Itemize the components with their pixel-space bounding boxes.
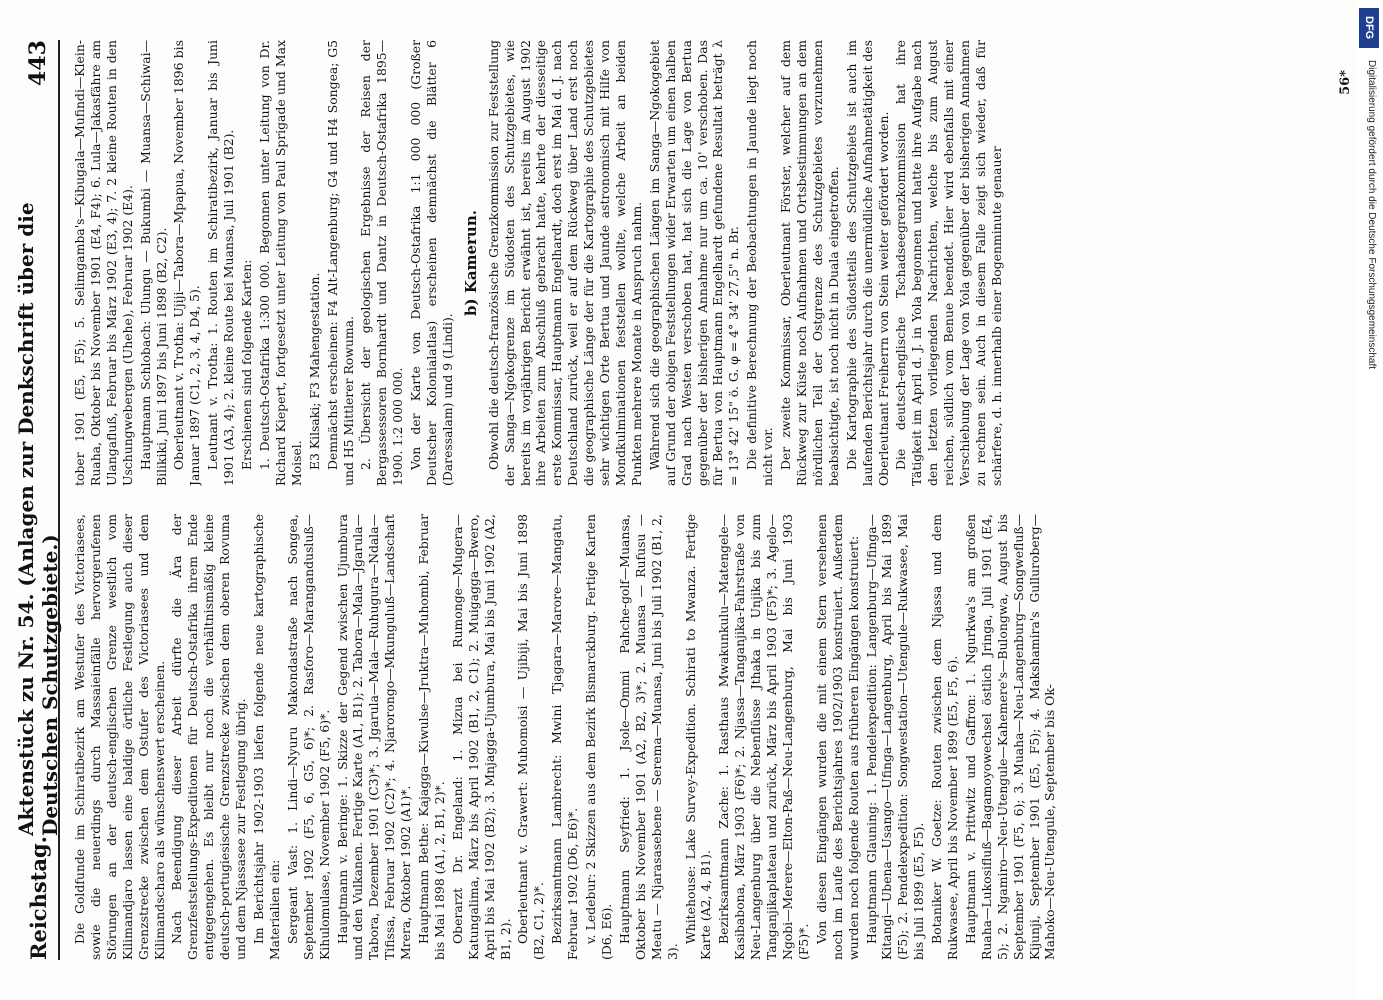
paragraph: Die Goldfunde im Schiratibezirk am Westufer des Victoriasees, sowie die neuerdings durch Massaieinfälle hervorgerufenen Störungen an der deutsch-englischen Grenze westlich vom Kilimandjaro lassen eine baldige örtliche Festlegung auch dieser Grenzstrecke zwischen dem Ostufer des Victoriasees und dem Kilimandscharo als wünschenswert erscheinen. xyxy=(72,514,167,960)
paragraph: Die Kartographie des Südostteils des Schutzgebiets ist auch im laufenden Berichtsjahr durch die unermüdliche Aufnahmetätigkeit des Oberleutnant Freiherrn von Stein weiter gefördert worden. xyxy=(843,40,891,486)
paragraph: Hauptmann v. Prittwitz und Gaffron: 1. Ngurkwa's am großen Ruaha—Lukosifluß—Bagamoyowechsel östlich Jringa, Juli 1901 (E4, 5); 2. Ngamiro—Neu-Utengule—Kahemere's—Bulongwa, August bis September 1901 (F5, 6); 3. Muaha—Neu-Langenburg—Songwefluß—Kijunji, September 1901 (E5, F5); 4. Makshamira's Gulluroberg—Mahoko—Neu-Utengule, September bis Ok- xyxy=(962,514,1058,960)
section-heading: b) Kamerun. xyxy=(461,210,480,316)
paragraph: Von der Karte von Deutsch-Ostafrika 1:1 000 000 (Großer Deutscher Kolonialatlas) erscheinen demnächst die Blätter 6 (Daressalam) und 9 (Lindi). xyxy=(408,40,455,486)
signature-mark: 56* xyxy=(1338,70,1353,95)
paragraph: tober 1901 (E5, F5); 5. Selimgamba's—Kibugala—Mufindi—Klein-Ruaha, Oktober bis November 1901 (E4, F4); 6. Lula—Jakasfähre am Ulangafluß, Februar bis März 1902 (E3, 4); 7. 2 kleine Routen in den Uschungwebergen (Uhehe), Februar 1902 (E4). xyxy=(72,40,135,486)
paragraph: Bezirksamtmann Zache: 1. Rasthaus Mwakunkulu—Matengele—Kasibabona, März 1903 (F6)*; 2. Njassa—Tanganjika-Fahrstraße von Neu-Langenburg über die Nebenflüsse Jthaka in Unjika bis zum Tanganjikaplateau und zurück, März bis April 1903 (F5)*; 3. Agelo—Ngobi—Merere—Elton-Paß—Neu-Langenburg, Mai bis Juni 1903 (F5)*. xyxy=(716,514,811,960)
paragraph: Leutnant v. Trotha: 1. Routen im Schiratibezirk, Januar bis Juni 1901 (A3, 4); 2. kleine Route bei Muansa, Juli 1901 (B2). xyxy=(205,40,237,486)
text-columns xyxy=(72,40,1323,960)
paragraph: 1. Deutsch-Ostafrika 1:300 000. Begonnen unter Leitung von Dr. Richard Kiepert, fortgesetzt unter Leitung von Paul Sprigade und Max Moisel. xyxy=(256,40,304,486)
paragraph: 2. Übersicht der geologischen Ergebnisse der Reisen der Bergassessoren Bornhardt und Dantz in Deutsch-Ostafrika 1895—1900. 1:2 000 000. xyxy=(358,40,406,486)
header-left: Reichstag. xyxy=(25,836,51,960)
paragraph: Whitehouse: Lake Survey-Expedition. Schirati to Mwanza. Fertige Karte (A2, 4, B1). xyxy=(682,514,714,960)
paragraph: Die definitive Berechnung der Beobachtungen in Jaunde liegt noch nicht vor. xyxy=(744,40,776,486)
paragraph: Während sich die geographischen Längen im Sanga—Ngokogebiet auf Grund der obigen Feststellungen wider Erwarten um einen halben Grad nach Westen verschoben hat, hat sich die Lage von Bertua gegenüber der bisherigen Annahme nur um ca. 10' verschoben. Das für Bertua von Hauptmann Engelhardt gefundene Resultat beträgt λ = 13° 42' 15" ö. G. φ = 4° 34' 27,5" n. Br. xyxy=(646,40,742,486)
paragraph: Bezirksamtmann Lambrecht: Mwini Tjagara—Marore—Mangatu, Februar 1902 (D6, E6)*. xyxy=(549,514,581,960)
paragraph: Botaniker W. Goetze: Routen zwischen dem Njassa und dem Rukwasee, April bis November 1899 (E5, F5, 6). xyxy=(929,514,961,960)
paragraph: Oberarzt Dr. Engeland: 1. Mizua bei Rumonge—Mugera—Katungalima, März bis April 1902 (B1, 2, C1); 2. Muigagga—Bwero, April bis Mai 1902 (B2); 3. Mnjagga-Ujumbura, Mai bis Juni 1902 (A2, B1, 2). xyxy=(449,514,513,960)
paragraph: Nach Beendigung dieser Arbeit dürfte die Ära der Grenzfeststellungs-Expeditionen für Deutsch-Ostafrika ihrem Ende entgegengehen. Es bleibt nur noch die verhältnismäßig kleine deutsch-portugiesische Grenzstrecke zwischen dem oberen Rovuma und dem Njassasee zur Festlegung übrig. xyxy=(169,514,249,960)
page-header xyxy=(14,40,62,960)
digitization-note: Digitalisierung gefördert durch die Deutsche Forschungsgemeinschaft xyxy=(1366,60,1377,370)
paragraph: Hauptmann Bethe: Kajagga—Kiwulse—Jruktra—Muhombi, Februar bis Mai 1898 (A1, 2, B1, 2)*. xyxy=(416,514,447,960)
paragraph: v. Ledebur: 2 Skizzen aus dem Bezirk Bismarckburg. Fertige Karten (D6, E6). xyxy=(583,514,614,960)
paragraph: Die deutsch-englische Tschadseegrenzkommission hat ihre Tätigkeit im April d. J. in Yola begonnen und hatte ihre Aufgabe nach den letzten vorliegenden Nachrichten, welche bis zum August reichen, südlich vom Benue beendet. Hier wird ebenfalls mit einer Verschiebung der Lage von Yola gegenüber der bisherigen Annahmen zu rechnen sein. Auch in diesem Falle zeigt sich wieder, daß für schärfere, d. h. innerhalb einer Bogenminute genauer xyxy=(893,40,1004,486)
paragraph: Hauptmann Schlobach: Ulungu — Bukumbi — Muansa—Schiwai—Bilikiki, Juni 1897 bis Juni 1898 (B2, C2). xyxy=(137,40,169,486)
right-column xyxy=(72,40,1323,486)
paragraph: Obwohl die deutsch-französische Grenzkommission zur Feststellung der Sanga—Ngokogrenze im Südosten des Schutzgebietes, wie bereits im vorjährigen Bericht erwähnt ist, bereits im August 1902 ihre Arbeiten zum Abschluß gebracht hatte, kehrte der diesseitige erste Kommissar, Hauptmann Engelhardt, doch erst im Mai d. J. nach Deutschland zurück, weil er auf dem Rückweg über Land erst noch die geographische Länge der für die Kartographie des Schutzgebietes sehr wichtigen Orte Bertua und Jaunde astronomisch mit Hilfe von Mondkulminationen feststellen wollte, welche Arbeit an beiden Punkten mehrere Monate in Anspruch nahm. xyxy=(485,40,644,486)
paragraph: E3 Kilsaki; F3 Mahengestation. xyxy=(306,272,322,470)
paragraph: Hauptmann v. Beringe: 1. Skizze der Gegend zwischen Ujumbura und den Vulkanen. Fertige Karte (A1, B1); 2. Tabora—Mala—Jgarula—Tabora, Dezember 1901 (C3)*; 3. Jgarula—Mala—Ruhugura—Ndala—Tifissa, Februar 1902 (C2)*; 4. Njarorongo—Mkunguluß—Landschaft Mrera, Oktober 1902 (A1)*. xyxy=(334,514,414,960)
paragraph: Hauptmann Glauning: 1. Pendelexpedition: Langenburg—Ufinga—Kitangi—Ubena—Usango—Ufinga—Langenburg, April bis Mai 1899 (F5); 2. Pendelexpedition: Songwestation—Utengule—Rukwasee, Mai bis Juli 1899 (E5, F5). xyxy=(863,514,927,960)
paragraph: Der zweite Kommissar, Oberleutnant Förster, welcher auf dem Rückweg zur Küste noch Aufnahmen und Ortsbestimmungen an dem nördlichen Teil der Ostgrenze des Schutzgebietes vorzunehmen beabsichtigte, ist noch nicht in Duala eingetroffen. xyxy=(778,40,841,486)
paragraph: Erschienen sind folgende Karten: xyxy=(239,259,255,470)
paragraph: Hauptmann Seyfried: 1. Jsole—Ommi Pahche-golf—Muansa, Oktober bis November 1901 (A2, B2, 3)*; 2. Muansa — Rufusu — Meatu — Njarasasebene — Serema—Muansa, Juni bis Juli 1902 (B1, 2, 3). xyxy=(616,514,680,960)
paragraph: Von diesen Eingängen wurden die mit einem Stern versehenen noch im Laufe des Berichtsjahres 1902/1903 konstruiert. Außerdem wurden noch folgende Routen aus früheren Eingängen konstruiert: xyxy=(813,514,861,960)
dfg-logo: DFG xyxy=(1359,8,1379,48)
digitization-margin xyxy=(1355,0,1383,1000)
paragraph: Im Berichtsjahr 1902-1903 liefen folgende neue kartographische Materialien ein: xyxy=(250,514,282,960)
paragraph: Demnächst erscheinen: F4 Alt-Langenburg; G4 und H4 Songea; G5 und H5 Mittlerer Rowuma. xyxy=(324,40,356,486)
paragraph: Sergeant Vast: 1. Lindi—Nyuru Makondastraße nach Songea, September 1902 (F5, 6, G5, 6)*; 2. Rasforo—Marangandusluß—Kihulomulase, November 1902 (F5, 6)*. xyxy=(284,514,332,960)
left-column xyxy=(72,514,1323,960)
paragraph: Oberleutnant v. Trotha: Ujiji—Tabora—Mpapua, November 1896 bis Januar 1897 (C1, 2, 3, 4, D4, 5). xyxy=(171,40,203,486)
paragraph: Oberleutnant v. Grawert: Muhomoisi — Ujibiji, Mai bis Juni 1898 (B2, C1, 2)*. xyxy=(515,514,547,960)
header-title: Aktenstück zu Nr. 54. (Anlagen zur Denkschrift über die Deutschen Schutzgebiete.) xyxy=(14,202,62,837)
page-number: 443 xyxy=(25,40,51,86)
